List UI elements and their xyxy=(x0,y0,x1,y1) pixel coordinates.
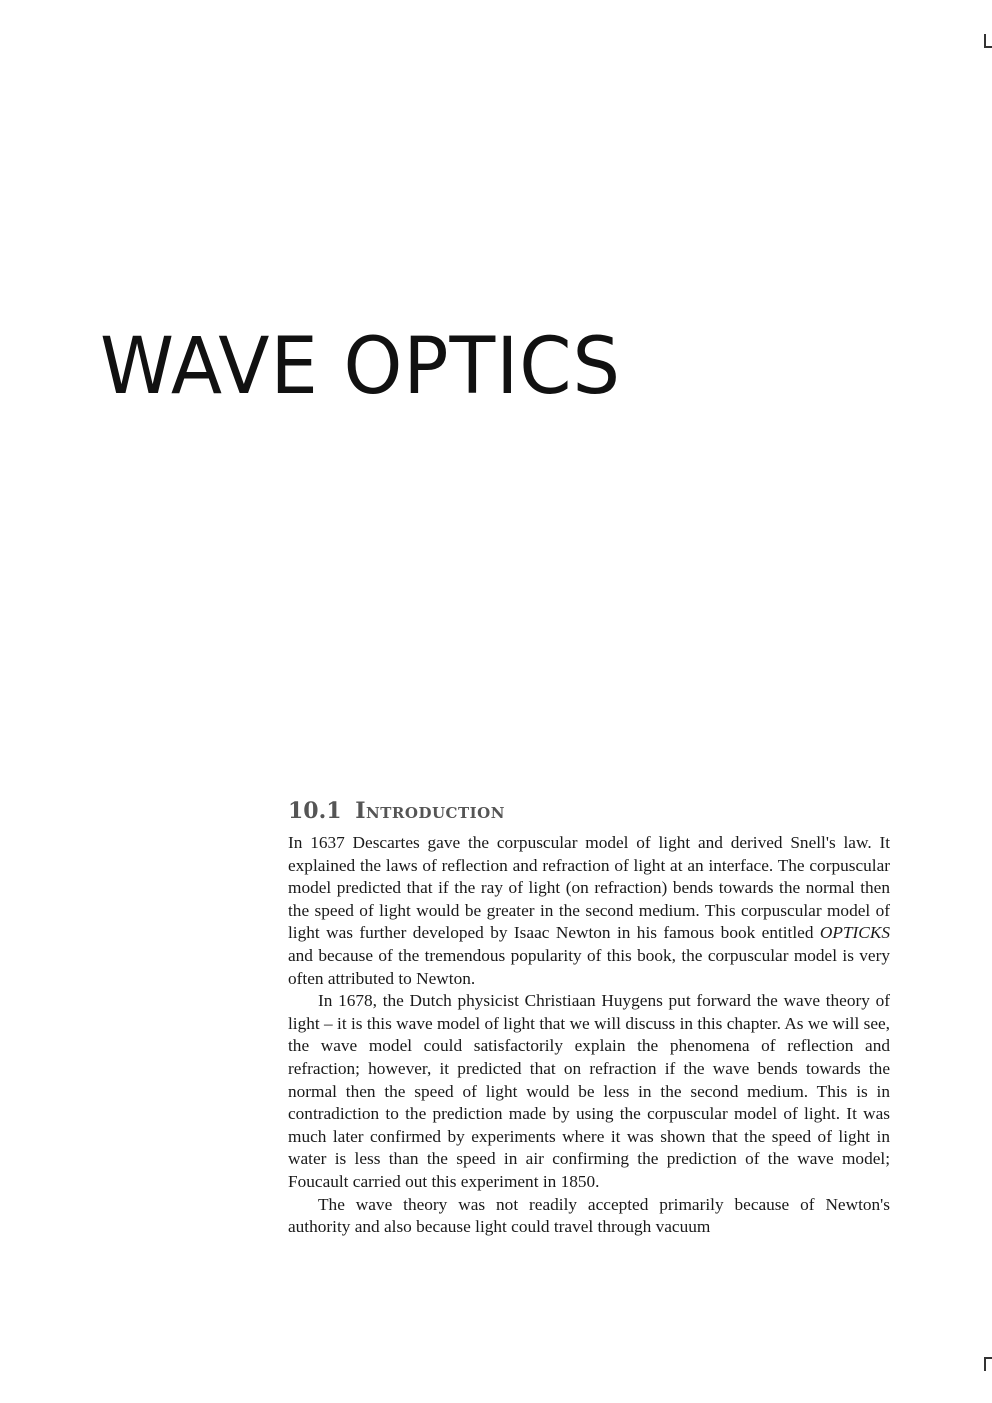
section-number: 10.1 xyxy=(288,798,342,824)
paragraph-1 xyxy=(288,832,890,990)
section-introduction xyxy=(288,798,890,1239)
crop-mark-bottom-right xyxy=(984,1357,992,1371)
chapter-title: WAVE OPTICS xyxy=(100,322,622,412)
book-title-emphasis: OPTICKS xyxy=(819,923,890,943)
section-heading xyxy=(288,798,890,824)
paragraph-1-text-after: and because of the tremendous popularity of this book, the corpuscular model is very often attributed to Newton. xyxy=(288,945,890,988)
paragraph-1-text-before: In 1637 Descartes gave the corpuscular model of light and derived Snell's law. It explained the laws of reflection and refraction of light at an interface. The corpuscular model predicted that if the ray of light (on refraction) bends towards the normal then the speed of light would be greater in the second medium. This corpuscular model of light was further developed by Isaac Newton in his famous book entitled xyxy=(288,833,890,943)
paragraph-2: In 1678, the Dutch physicist Christiaan Huygens put forward the wave theory of light – it is this wave model of light that we will discuss in this chapter. As we will see, the wave model could satisfactorily explain the phenomena of reflection and refraction; however, it predicted that on refraction if the wave bends towards the normal then the speed of light would be less in the second medium. This is in contradiction to the prediction made by using the corpuscular model of light. It was much later confirmed by experiments where it was shown that the speed of light in water is less than the speed in air confirming the prediction of the wave model; Foucault carried out this experiment in 1850. xyxy=(288,991,890,1191)
section-title: Introduction xyxy=(355,798,505,824)
paragraph-3: The wave theory was not readily accepted primarily because of Newton's authority and also because light could travel through vacuum xyxy=(288,1194,890,1237)
crop-mark-top-right xyxy=(984,34,992,48)
